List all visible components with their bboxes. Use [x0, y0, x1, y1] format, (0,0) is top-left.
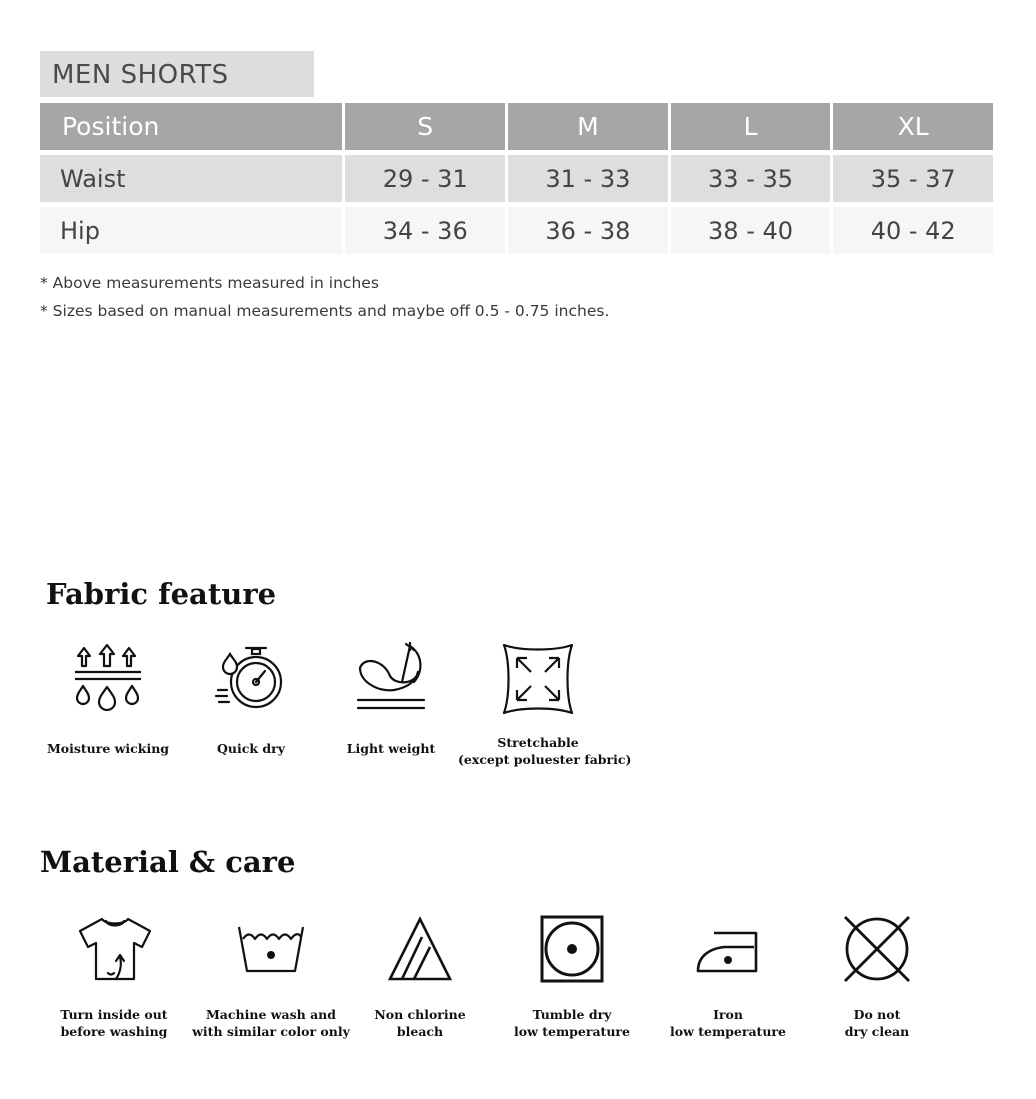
table-cell: 40 - 42	[833, 207, 993, 254]
header-size-s: S	[345, 103, 505, 150]
care-label: Non chlorine	[374, 1007, 466, 1022]
header-size-m: M	[508, 103, 668, 150]
feature-moisture-wicking	[43, 642, 173, 757]
care-label: with similar color only	[192, 1024, 350, 1039]
care-turn-inside-out	[54, 913, 174, 1040]
feature-stretchable	[458, 642, 632, 768]
care-label: Iron	[713, 1007, 743, 1022]
size-table	[40, 103, 993, 259]
care-label: dry clean	[844, 1024, 910, 1039]
care-label: Tumble dry	[532, 1007, 612, 1022]
care-non-chlorine-bleach	[360, 913, 480, 1040]
table-cell: 33 - 35	[671, 155, 831, 202]
do-not-dry-clean-icon	[839, 913, 915, 985]
feature-label: Quick dry	[217, 741, 285, 756]
size-chart-title: MEN SHORTS	[40, 51, 314, 97]
table-cell: 31 - 33	[508, 155, 668, 202]
feature-label: Moisture wicking	[46, 741, 170, 756]
feature-light-weight	[336, 642, 446, 757]
table-cell: 34 - 36	[345, 207, 505, 254]
table-row	[40, 207, 993, 254]
material-care-title: Material & care	[40, 845, 296, 879]
care-label: low temperature	[514, 1024, 630, 1039]
header-size-l: L	[671, 103, 831, 150]
non-chlorine-bleach-icon	[382, 913, 458, 985]
header-position: Position	[40, 103, 342, 150]
header-size-xl: XL	[833, 103, 993, 150]
turn-inside-out-icon	[76, 913, 152, 985]
stretchable-icon	[501, 642, 575, 716]
machine-wash-icon	[233, 913, 309, 985]
table-row	[40, 155, 993, 202]
care-label: Machine wash and	[205, 1007, 337, 1022]
care-machine-wash	[191, 913, 351, 1040]
care-do-not-dry-clean	[817, 913, 937, 1040]
care-label: before washing	[60, 1024, 168, 1039]
feature-label: (except poluester fabric)	[458, 752, 632, 767]
care-label: Turn inside out	[60, 1007, 168, 1022]
feature-label: Stretchable	[497, 735, 579, 750]
care-tumble-dry-low	[512, 913, 632, 1040]
care-iron-low	[668, 913, 788, 1040]
row-label: Waist	[40, 155, 342, 202]
fabric-feature-title: Fabric feature	[46, 577, 277, 611]
iron-low-icon	[690, 913, 766, 985]
row-label: Hip	[40, 207, 342, 254]
feature-label: Light weight	[346, 741, 436, 756]
care-label: bleach	[396, 1024, 444, 1039]
tumble-dry-low-icon	[534, 913, 610, 985]
table-cell: 38 - 40	[671, 207, 831, 254]
quick-dry-icon	[214, 642, 288, 716]
feature-quick-dry	[196, 642, 306, 757]
measurement-note: * Above measurements measured in inches	[40, 274, 379, 292]
care-label: Do not	[853, 1007, 901, 1022]
table-cell: 36 - 38	[508, 207, 668, 254]
table-cell: 29 - 31	[345, 155, 505, 202]
table-cell: 35 - 37	[833, 155, 993, 202]
care-label: low temperature	[670, 1024, 786, 1039]
moisture-wicking-icon	[71, 642, 145, 716]
measurement-note: * Sizes based on manual measurements and maybe off 0.5 - 0.75 inches.	[40, 302, 610, 320]
light-weight-icon	[354, 642, 428, 716]
size-table-header	[40, 103, 993, 150]
